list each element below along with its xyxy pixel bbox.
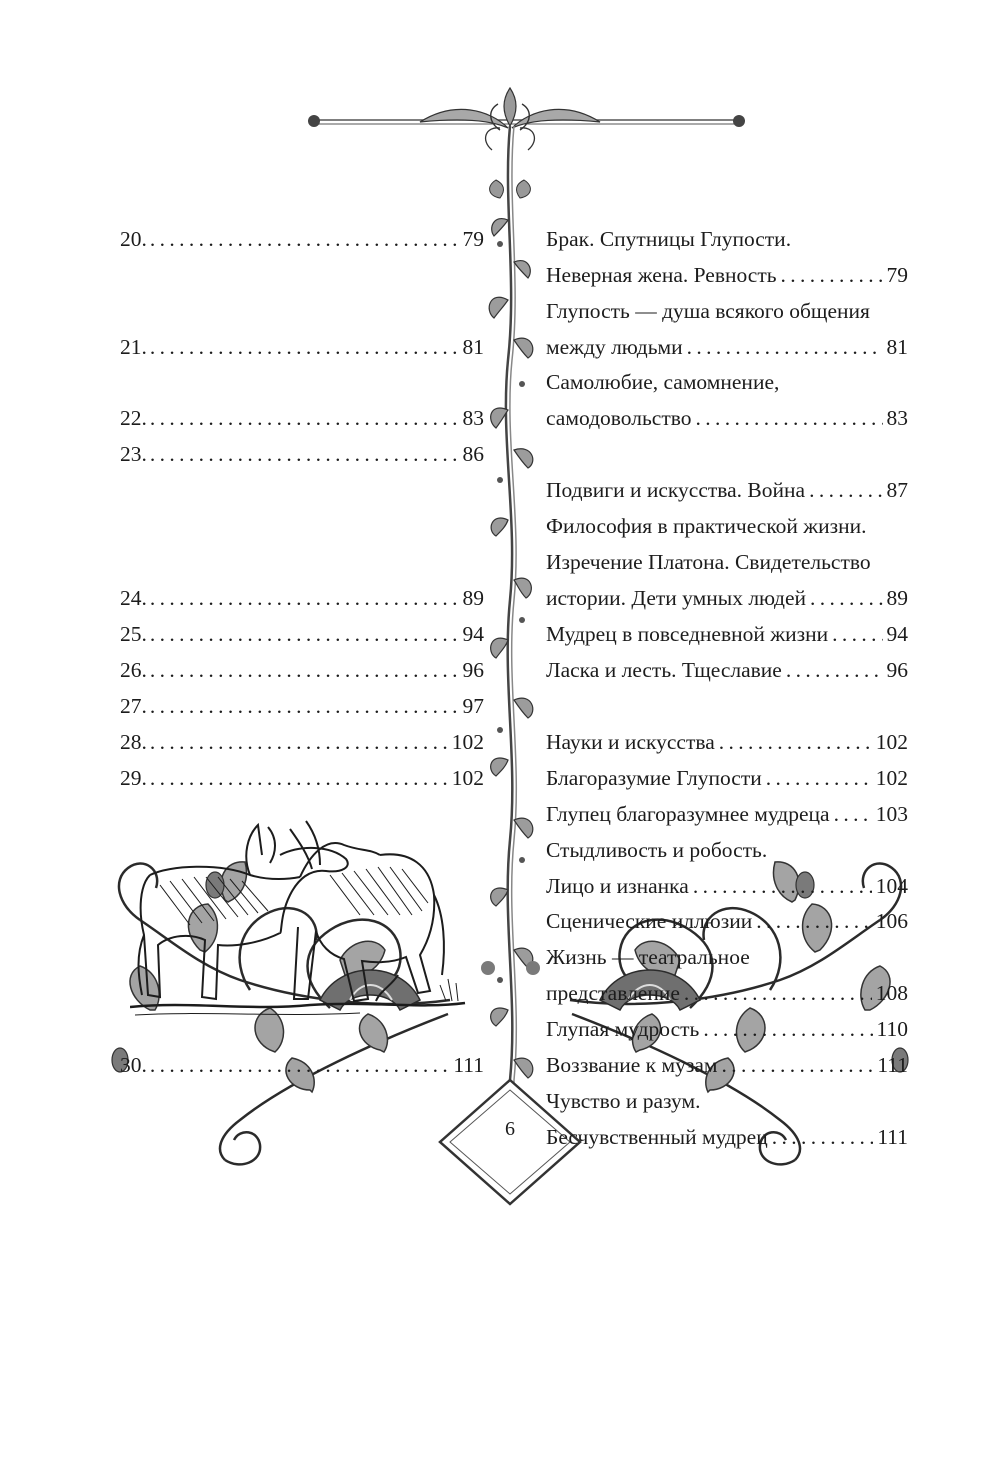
toc-entry: Мудрец в повседневной жизни . . . 94 — [546, 619, 908, 649]
toc-line: Глупость — душа всякого общения — [546, 299, 870, 323]
toc-entry: Сценические иллюзии . . . 106 — [546, 906, 908, 936]
chapter-row: 21. . . . 81 — [120, 332, 484, 362]
toc-entry: Науки и искусства . . . 102 — [546, 727, 908, 757]
donkeys-engraving — [130, 815, 470, 1025]
toc-entry: самодовольство . . . 83 — [546, 403, 908, 433]
toc-line: Самолюбие, самомнение, — [546, 370, 780, 394]
toc-line: Жизнь — театральное — [546, 945, 750, 969]
chapter-row: 29. . . . 102 — [120, 763, 484, 793]
toc-entry: Глупая мудрость . . . 110 — [546, 1014, 908, 1044]
toc-entry: между людьми . . . 81 — [546, 332, 908, 362]
toc-entry: Ласка и лесть. Тщеславие . . . 96 — [546, 655, 908, 685]
toc-line: Стыдливость и робость. — [546, 838, 768, 862]
toc-line: Изречение Платона. Свидетельство — [546, 550, 871, 574]
chapter-row: 25. . . . 94 — [120, 619, 484, 649]
toc-entry: Неверная жена. Ревность . . . 79 — [546, 260, 908, 290]
toc-entry: представление . . . 108 — [546, 978, 908, 1008]
toc-line: Брак. Спутницы Глупости. — [546, 227, 792, 251]
chapter-row: 30. . . . 111 — [120, 1050, 484, 1080]
toc-entry: Подвиги и искусства. Война . . . 87 — [546, 475, 908, 505]
toc-entry: истории. Дети умных людей . . . 89 — [546, 583, 908, 613]
toc-entry: Воззвание к музам . . . 111 — [546, 1050, 908, 1080]
toc-entry: Лицо и изнанка . . . 104 — [546, 871, 908, 901]
top-ornament — [308, 88, 745, 198]
toc-line: Философия в практической жизни. — [546, 514, 867, 538]
chapter-row: 26. . . . 96 — [120, 655, 484, 685]
page-number: 6 — [505, 1118, 515, 1140]
toc-entry: Глупец благоразумнее мудреца . . . 103 — [546, 799, 908, 829]
chapter-row: 23. . . . 86 — [120, 439, 484, 469]
chapter-row: 20. . . . 79 — [120, 224, 484, 254]
toc-line: Чувство и разум. — [546, 1089, 701, 1113]
chapter-row: 22. . . . 83 — [120, 403, 484, 433]
chapter-row: 27. . . . 97 — [120, 691, 484, 721]
chapter-row: 28. . . . 102 — [120, 727, 484, 757]
chapter-row: 24. . . . 89 — [120, 583, 484, 613]
toc-entry: Бесчувственный мудрец . . . 111 — [546, 1122, 908, 1152]
central-vine — [489, 126, 533, 1180]
toc-entry: Благоразумие Глупости . . . 102 — [546, 763, 908, 793]
